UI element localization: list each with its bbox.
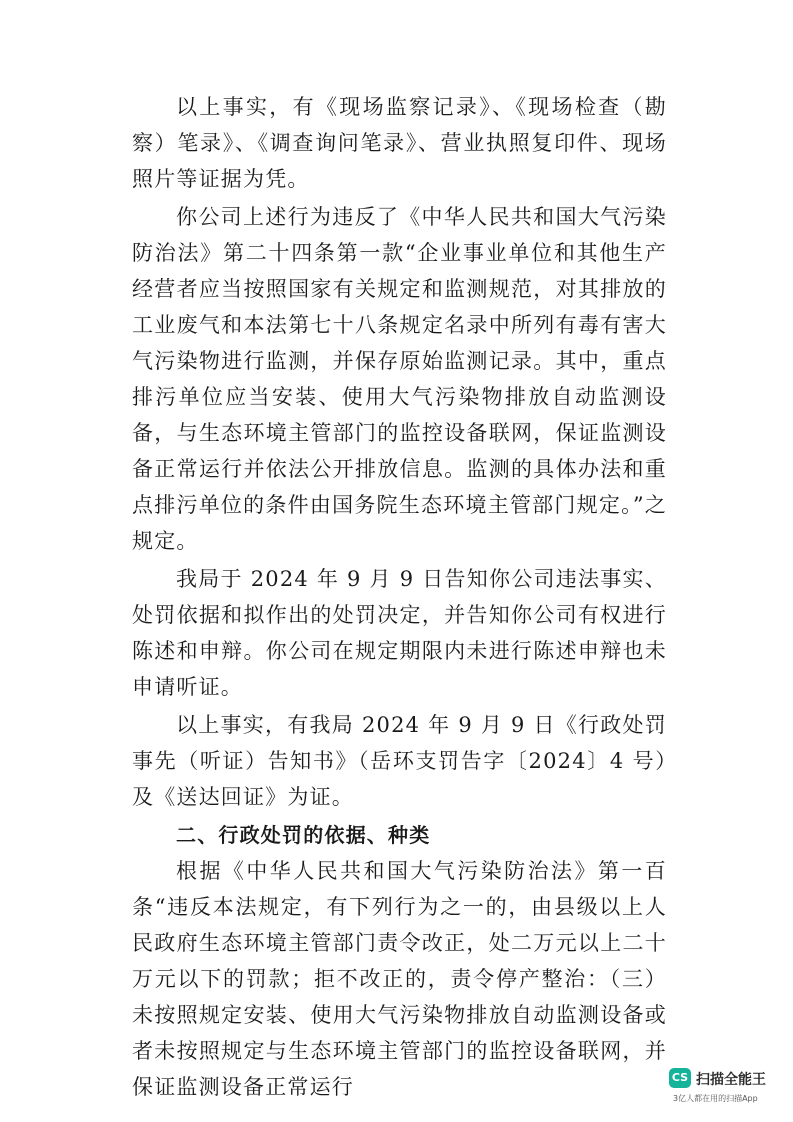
scanner-watermark <box>669 1066 779 1108</box>
notice-evidence-paragraph: 以上事实，有我局 2024 年 9 月 9 日《行政处罚事先（听证）告知书》（岳环支罚告字〔2024〕4 号）及《送达回证》为证。 <box>132 713 667 809</box>
evidence-paragraph: 以上事实，有《现场监察记录》、《现场检查（勘察）笔录》、《调查询问笔录》、营业执照复印件、现场照片等证据为凭。 <box>132 95 667 191</box>
violation-paragraph: 你公司上述行为违反了《中华人民共和国大气污染防治法》第二十四条第一款“企业事业单位和其他生产经营者应当按照国家有关规定和监测规范，对其排放的工业废气和本法第七十八条规定名录中所列有毒有害大气污染物进行监测，并保存原始监测记录。其中，重点排污单位应当安装、使用大气污染物排放自动监测设备，与生态环境主管部门的监控设备联网，保证监测设备正常运行并依法公开排放信息。监测的具体办法和重点排污单位的条件由国务院生态环境主管部门规定。”之规定。 <box>132 205 667 553</box>
camscanner-logo-icon: CS <box>669 1068 691 1088</box>
basis-paragraph: 根据《中华人民共和国大气污染防治法》第一百条“违反本法规定，有下列行为之一的，由县级以上人民政府生态环境主管部门责令改正，处二万元以上二十万元以下的罚款；拒不改正的，责令停产整治：（三）未按照规定安装、使用大气污染物排放自动监测设备或者未按照规定与生态环境主管部门的监控设备联网，并保证监测设备正常运行 <box>132 859 667 1099</box>
watermark-app-name: 扫描全能王 <box>696 1072 766 1088</box>
notice-paragraph: 我局于 2024 年 9 月 9 日告知你公司违法事实、处罚依据和拟作出的处罚决定，并告知你公司有权进行陈述和申辩。你公司在规定期限内未进行陈述申辩也未申请听证。 <box>132 567 667 699</box>
section-heading: 二、行政处罚的依据、种类 <box>176 823 431 847</box>
watermark-tagline: 3亿人都在用的扫描App <box>673 1094 758 1103</box>
document-body <box>132 89 667 1105</box>
